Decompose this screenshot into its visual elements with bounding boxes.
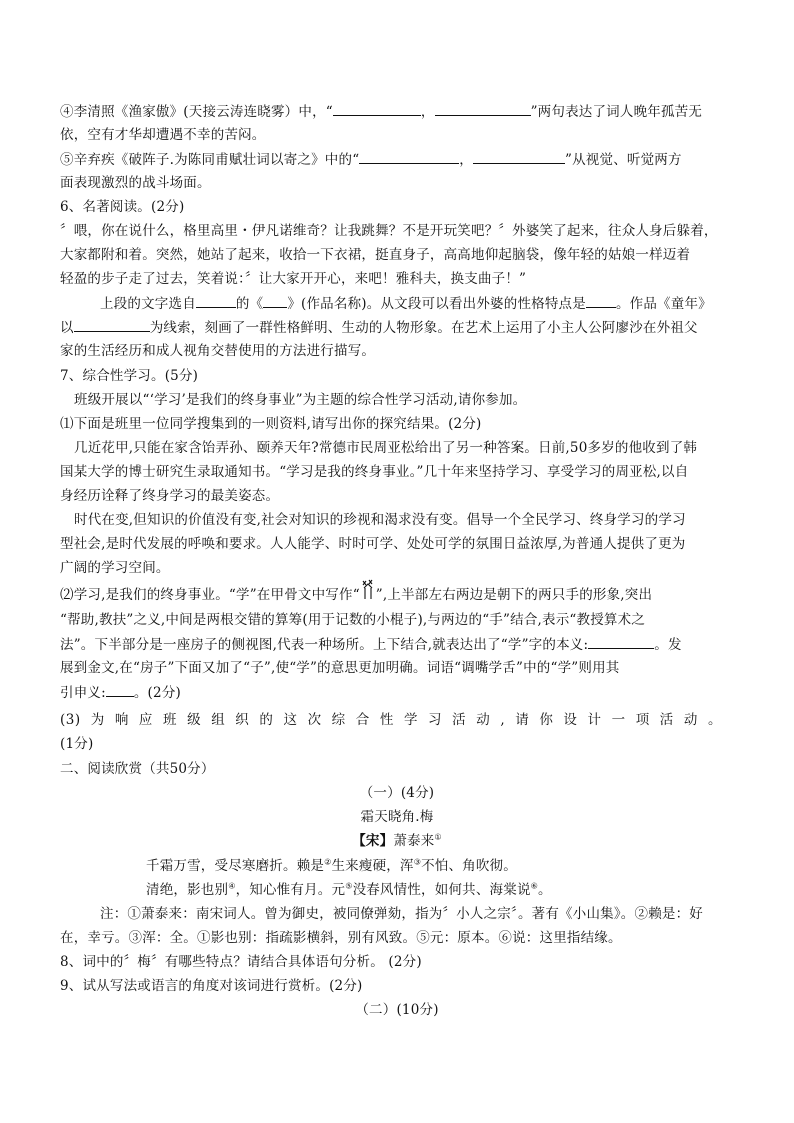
text-line: (1分) [60,736,94,752]
text-line: 国某大学的博士研究生录取通知书。“学习是我的终身事业。”几十年来坚持学习、享受学习的周亚松,以自 [60,464,689,480]
poem-fill-question-5: ⑤辛弃疾《破阵子.为陈同甫赋壮词以寄之》中的“ ， ”从视觉、听觉两方 [60,152,682,168]
subsection-heading: （一）(4分) [359,785,435,801]
poem-author: 【宋】萧泰来① [352,832,442,849]
text-line: 面表现激烈的战斗场面。 [60,175,211,191]
text-line: 法”。下半部分是一座房子的侧视图,代表一种场所。上下结合,就表达出了“学”字的本义: 。发 [60,637,682,653]
text-line: 〞喂，你在说什么，格里高里・伊凡诺维奇？让我跳舞？不是开玩笑吧？〞外婆笑了起来，往众人身后躲着， [60,223,718,239]
question-heading: 7、综合性学习。(5分) [60,368,199,384]
answer-blank[interactable] [333,102,421,116]
sub-question: ⑴下面是班里一位同学搜集到的一则资料,请写出你的探究结果。(2分) [60,416,482,432]
subsection-heading: （二）(10分) [355,1002,439,1018]
text-line: 身经历诠释了终身学习的最美姿态。 [60,488,280,504]
poem-line: 清绝，影也别④，知心惟有月。元⑤没春风情性，如何共、海棠说⑥。 [146,881,552,898]
annotation-line: 在，幸亏。③浑：全。①影也别：指疏影横斜，别有风致。⑤元：原本。⑥说：这里指结缘。 [60,930,622,946]
text-line: 班级开展以“‘学习’是我们的终身事业”为主题的综合性学习活动,请你参加。 [74,392,527,408]
answer-blank[interactable] [263,294,287,308]
poem-fill-question-4: ④李清照《渔家傲》(天接云涛连晓雾）中，“ ， ”两句表达了词人晚年孤苦无 [60,104,703,120]
answer-blank[interactable] [74,318,150,332]
answer-blank[interactable] [359,150,459,164]
question-heading: 6、名著阅读。(2分) [60,199,185,215]
section-heading: 二、阅读欣赏（共50分） [60,761,215,777]
text-line: 依，空有才华却遭遇不幸的苦闷。 [60,127,266,143]
text-line: “帮助,教扶”之义,中间是两根交错的算筹(用于记数的小棍子),与两边的“手”结合,表示“教授算术之 [60,612,646,628]
text-line: 型社会,是时代发展的呼唤和要求。人人能学、时时可学、处处可学的氛围日益浓厚,为普通人提供了更为 [60,536,686,552]
book-question-line: 以 为线索，刻画了一群性格鲜明、生动的人物形象。在艺术上运用了小主人公阿廖沙在外祖父 [60,320,698,336]
answer-blank[interactable] [106,683,134,697]
annotation-line: 注：①萧泰来：南宋词人。曾为御史，被同僚弹劾，指为〞小人之宗〞。著有《小山集》。②赖是：好 [100,906,703,922]
sub-question: (3)为响应班级组织的这次综合性学习活动,请你设计一项活动。 [60,712,722,728]
answer-blank[interactable] [435,102,531,116]
sub-question: ⑵学习,是我们的终身事业。“学”在甲骨文中写作“ ”,上半部左右两边是朝下的两只手的形象,突出 [60,586,652,604]
answer-blank[interactable] [586,294,616,308]
poem-title: 霜天晓角.梅 [360,809,434,825]
poem-line: 千霜万雪，受尽寒磨折。赖是②生来瘦硬，浑③不怕、角吹彻。 [146,857,517,874]
text-line: 展到金文,在“房子”下面又加了“子”,使“学”的意思更加明确。词语“调嘴学舌”中的“学”则用其 [60,660,620,676]
text-line: 家的生活经历和成人视角交替使用的方法进行描写。 [60,343,376,359]
text-line: 时代在变,但知识的价值没有变,社会对知识的珍视和渴求没有变。倡导一个全民学习、终身学习的学习 [74,512,686,528]
answer-blank[interactable] [473,150,565,164]
text-line: 几近花甲,只能在家含饴弄孙、颐养天年?常德市民周亚松给出了另一种答案。日前,50多岁的他收到了韩 [74,440,698,456]
text-line: 轻盈的步子走了过去，笑着说：〞让大家开开心，来吧！雅科夫，换支曲子！” [60,271,527,287]
text-line: 引申义: 。(2分) [60,685,181,701]
question-9: 9、试从写法或语言的角度对该词进行赏析。(2分) [60,978,363,994]
text-line: 广阔的学习空间。 [60,560,170,576]
oracle-bone-xue-glyph [360,587,376,601]
answer-blank[interactable] [588,635,654,649]
book-question-line: 上段的文字选自 的《 》(作品名称)。从文段可以看出外婆的性格特点是 。作品《童年》 [100,296,712,312]
question-8: 8、词中的〞梅〞有哪些特点？请结合具体语句分析。 (2分) [60,954,422,970]
answer-blank[interactable] [196,294,236,308]
text-line: 大家都附和着。突然，她站了起来，收拾一下衣裙，挺直身子，高高地仰起脑袋，像年轻的姑娘一样迈着 [60,247,691,263]
